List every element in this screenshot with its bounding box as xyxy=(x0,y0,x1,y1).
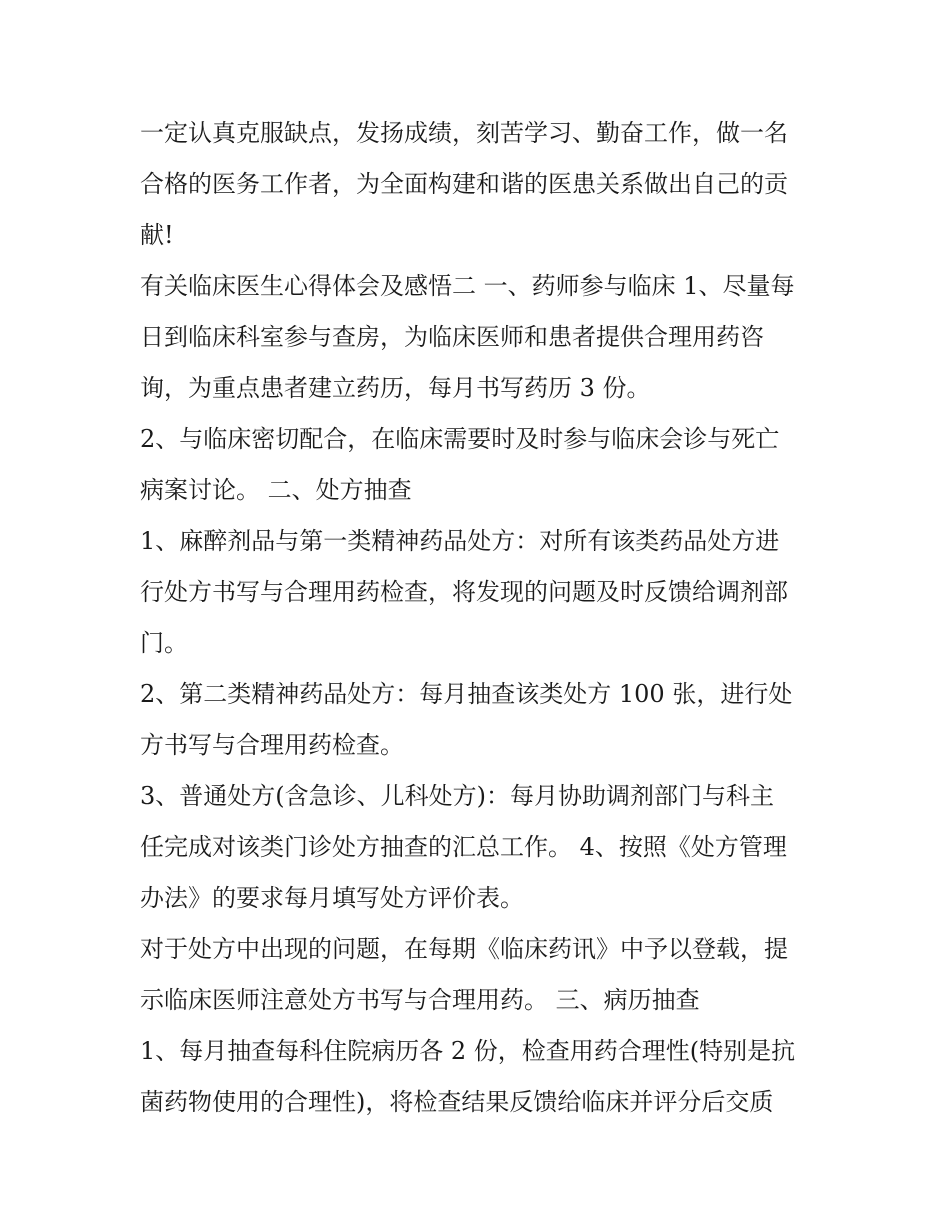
text-line-15: 任完成对该类门诊处方抽查的汇总工作。 4、按照《处方管理 xyxy=(140,833,787,861)
text-line-14: 3、普通处方(含急诊、儿科处方)：每月协助调剂部门与科主 xyxy=(140,782,774,810)
text-line-16: 办法》的要求每月填写处方评价表。 xyxy=(140,884,524,912)
text-line-3: 献! xyxy=(140,221,174,249)
text-line-11: 门。 xyxy=(140,629,188,657)
text-line-20: 菌药物使用的合理性)，将检查结果反馈给临床并评分后交质 xyxy=(140,1088,774,1116)
text-line-5: 日到临床科室参与查房，为临床医师和患者提供合理用药咨 xyxy=(140,323,764,351)
text-line-4: 有关临床医生心得体会及感悟二 一、药师参与临床 1、尽量每 xyxy=(140,272,795,300)
text-line-9: 1、麻醉剂品与第一类精神药品处方：对所有该类药品处方进 xyxy=(140,527,780,555)
text-line-17: 对于处方中出现的问题，在每期《临床药讯》中予以登载，提 xyxy=(140,935,788,963)
text-line-19: 1、每月抽查每科住院病历各 2 份，检查用药合理性(特别是抗 xyxy=(140,1037,796,1065)
text-line-18: 示临床医师注意处方书写与合理用药。 三、病历抽查 xyxy=(140,986,700,1014)
document-body xyxy=(140,108,820,1128)
text-line-10: 行处方书写与合理用药检查，将发现的问题及时反馈给调剂部 xyxy=(140,578,788,606)
text-line-1: 一定认真克服缺点，发扬成绩，刻苦学习、勤奋工作，做一名 xyxy=(140,119,788,147)
text-line-12: 2、第二类精神药品处方：每月抽查该类处方 100 张，进行处 xyxy=(140,680,793,708)
text-line-6: 询，为重点患者建立药历，每月书写药历 3 份。 xyxy=(140,374,651,402)
text-line-2: 合格的医务工作者，为全面构建和谐的医患关系做出自己的贡 xyxy=(140,170,788,198)
text-line-13: 方书写与合理用药检查。 xyxy=(140,731,404,759)
text-line-8: 病案讨论。 二、处方抽查 xyxy=(140,476,412,504)
text-line-7: 2、与临床密切配合，在临床需要时及时参与临床会诊与死亡 xyxy=(140,425,780,453)
